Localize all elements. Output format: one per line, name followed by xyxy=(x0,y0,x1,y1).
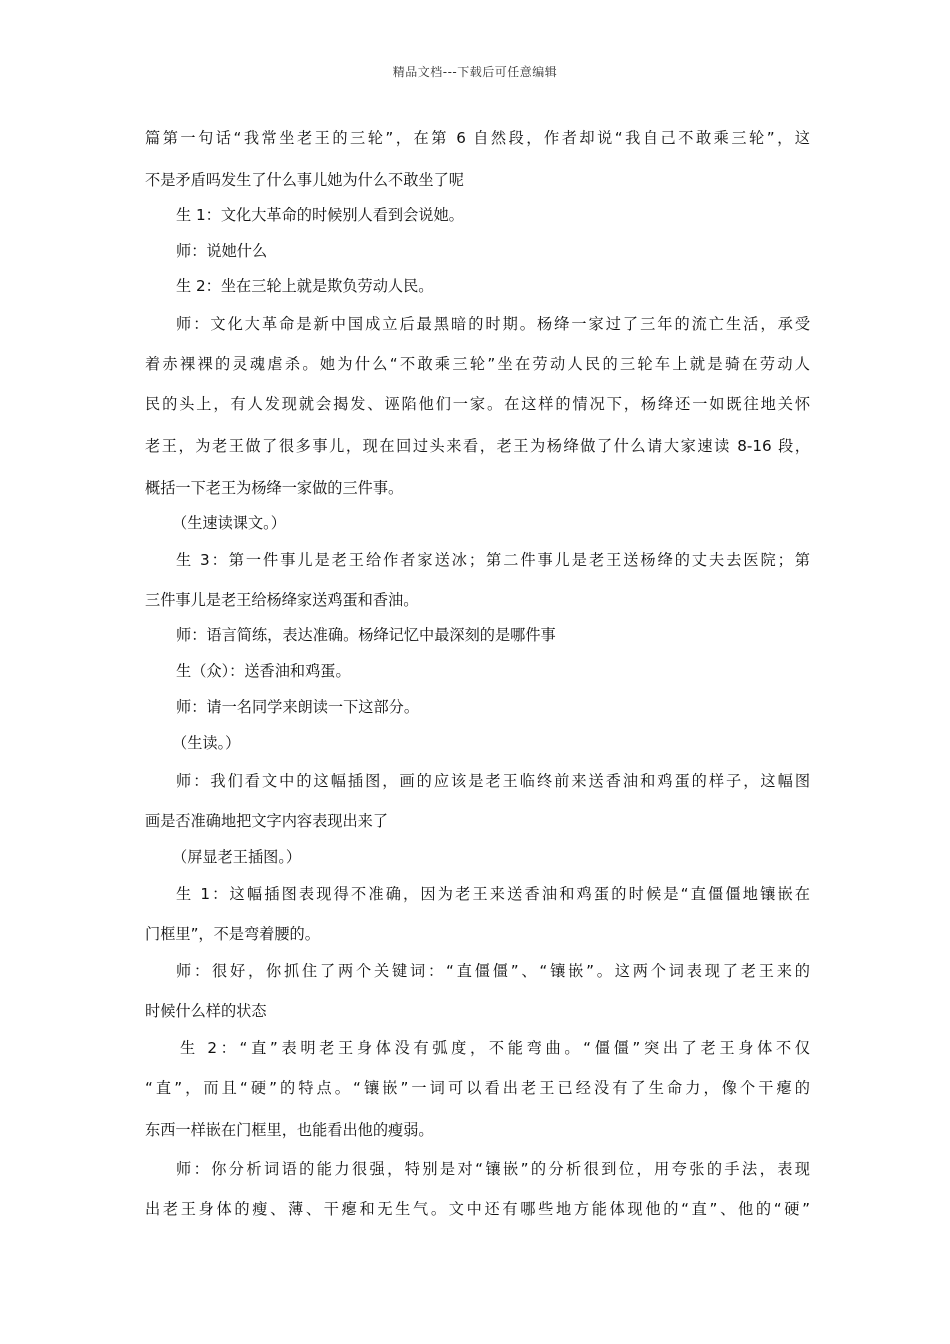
text-line: （生速读课文。） xyxy=(172,514,286,532)
text-line: 着赤裸裸的灵魂虐杀。她为什么“不敢乘三轮”坐在劳动人民的三轮车上就是骑在劳动人 xyxy=(145,355,810,373)
text-line: 师：语言简练，表达准确。杨绛记忆中最深刻的是哪件事 xyxy=(176,626,556,644)
text-line: 师：你分析词语的能力很强，特别是对“镶嵌”的分析很到位，用夸张的手法，表现 xyxy=(176,1160,810,1178)
text-line: 生 2：坐在三轮上就是欺负劳动人民。 xyxy=(176,277,434,295)
text-line: 生（众）：送香油和鸡蛋。 xyxy=(176,662,351,680)
text-line: 篇第一句话“我常坐老王的三轮”，在第 6 自然段，作者却说“我自己不敢乘三轮”，这 xyxy=(145,129,810,147)
text-line: 老王，为老王做了很多事儿，现在回过头来看，老王为杨绛做了什么请大家速读 8-16 段， xyxy=(145,437,810,455)
text-line: 门框里”，不是弯着腰的。 xyxy=(145,925,320,943)
text-line: （屏显老王插图。） xyxy=(172,848,302,866)
text-line: 生 3：第一件事儿是老王给作者家送冰；第二件事儿是老王送杨绛的丈夫去医院；第 xyxy=(176,551,810,569)
text-line: 师：我们看文中的这幅插图，画的应该是老王临终前来送香油和鸡蛋的样子，这幅图 xyxy=(176,772,810,790)
text-line: “直”，而且“硬”的特点。“镶嵌”一词可以看出老王已经没有了生命力，像个干瘪的 xyxy=(145,1079,810,1097)
text-line: 时候什么样的状态 xyxy=(145,1002,267,1020)
text-line: 画是否准确地把文字内容表现出来了 xyxy=(145,812,388,830)
text-line: （生读。） xyxy=(172,734,241,752)
text-line: 生 1：文化大革命的时候别人看到会说她。 xyxy=(176,206,464,224)
text-line: 师：很好，你抓住了两个关键词：“直僵僵”、“镶嵌”。这两个词表现了老王来的 xyxy=(176,962,810,980)
text-line: 师：请一名同学来朗读一下这部分。 xyxy=(176,698,419,716)
text-line: 不是矛盾吗发生了什么事儿她为什么不敢坐了呢 xyxy=(145,171,464,189)
text-line: 民的头上，有人发现就会揭发、诬陷他们一家。在这样的情况下，杨绛还一如既往地关怀 xyxy=(145,395,810,413)
text-line: 师：文化大革命是新中国成立后最黑暗的时期。杨绛一家过了三年的流亡生活，承受 xyxy=(176,315,810,333)
text-line: 师：说她什么 xyxy=(176,242,268,260)
text-line: 三件事儿是老王给杨绛家送鸡蛋和香油。 xyxy=(145,591,419,609)
text-line: 生 1：这幅插图表现得不准确，因为老王来送香油和鸡蛋的时候是“直僵僵地镶嵌在 xyxy=(176,885,810,903)
text-line: 出老王身体的瘦、薄、干瘪和无生气。文中还有哪些地方能体现他的“直”、他的“硬” xyxy=(145,1200,810,1218)
text-line: 概括一下老王为杨绛一家做的三件事。 xyxy=(145,479,404,497)
text-line: 生 2：“直”表明老王身体没有弧度，不能弯曲。“僵僵”突出了老王身体不仅 xyxy=(180,1039,810,1057)
page-header: 精品文档---下载后可任意编辑 xyxy=(392,65,558,79)
text-line: 东西一样嵌在门框里，也能看出他的瘦弱。 xyxy=(145,1121,434,1139)
